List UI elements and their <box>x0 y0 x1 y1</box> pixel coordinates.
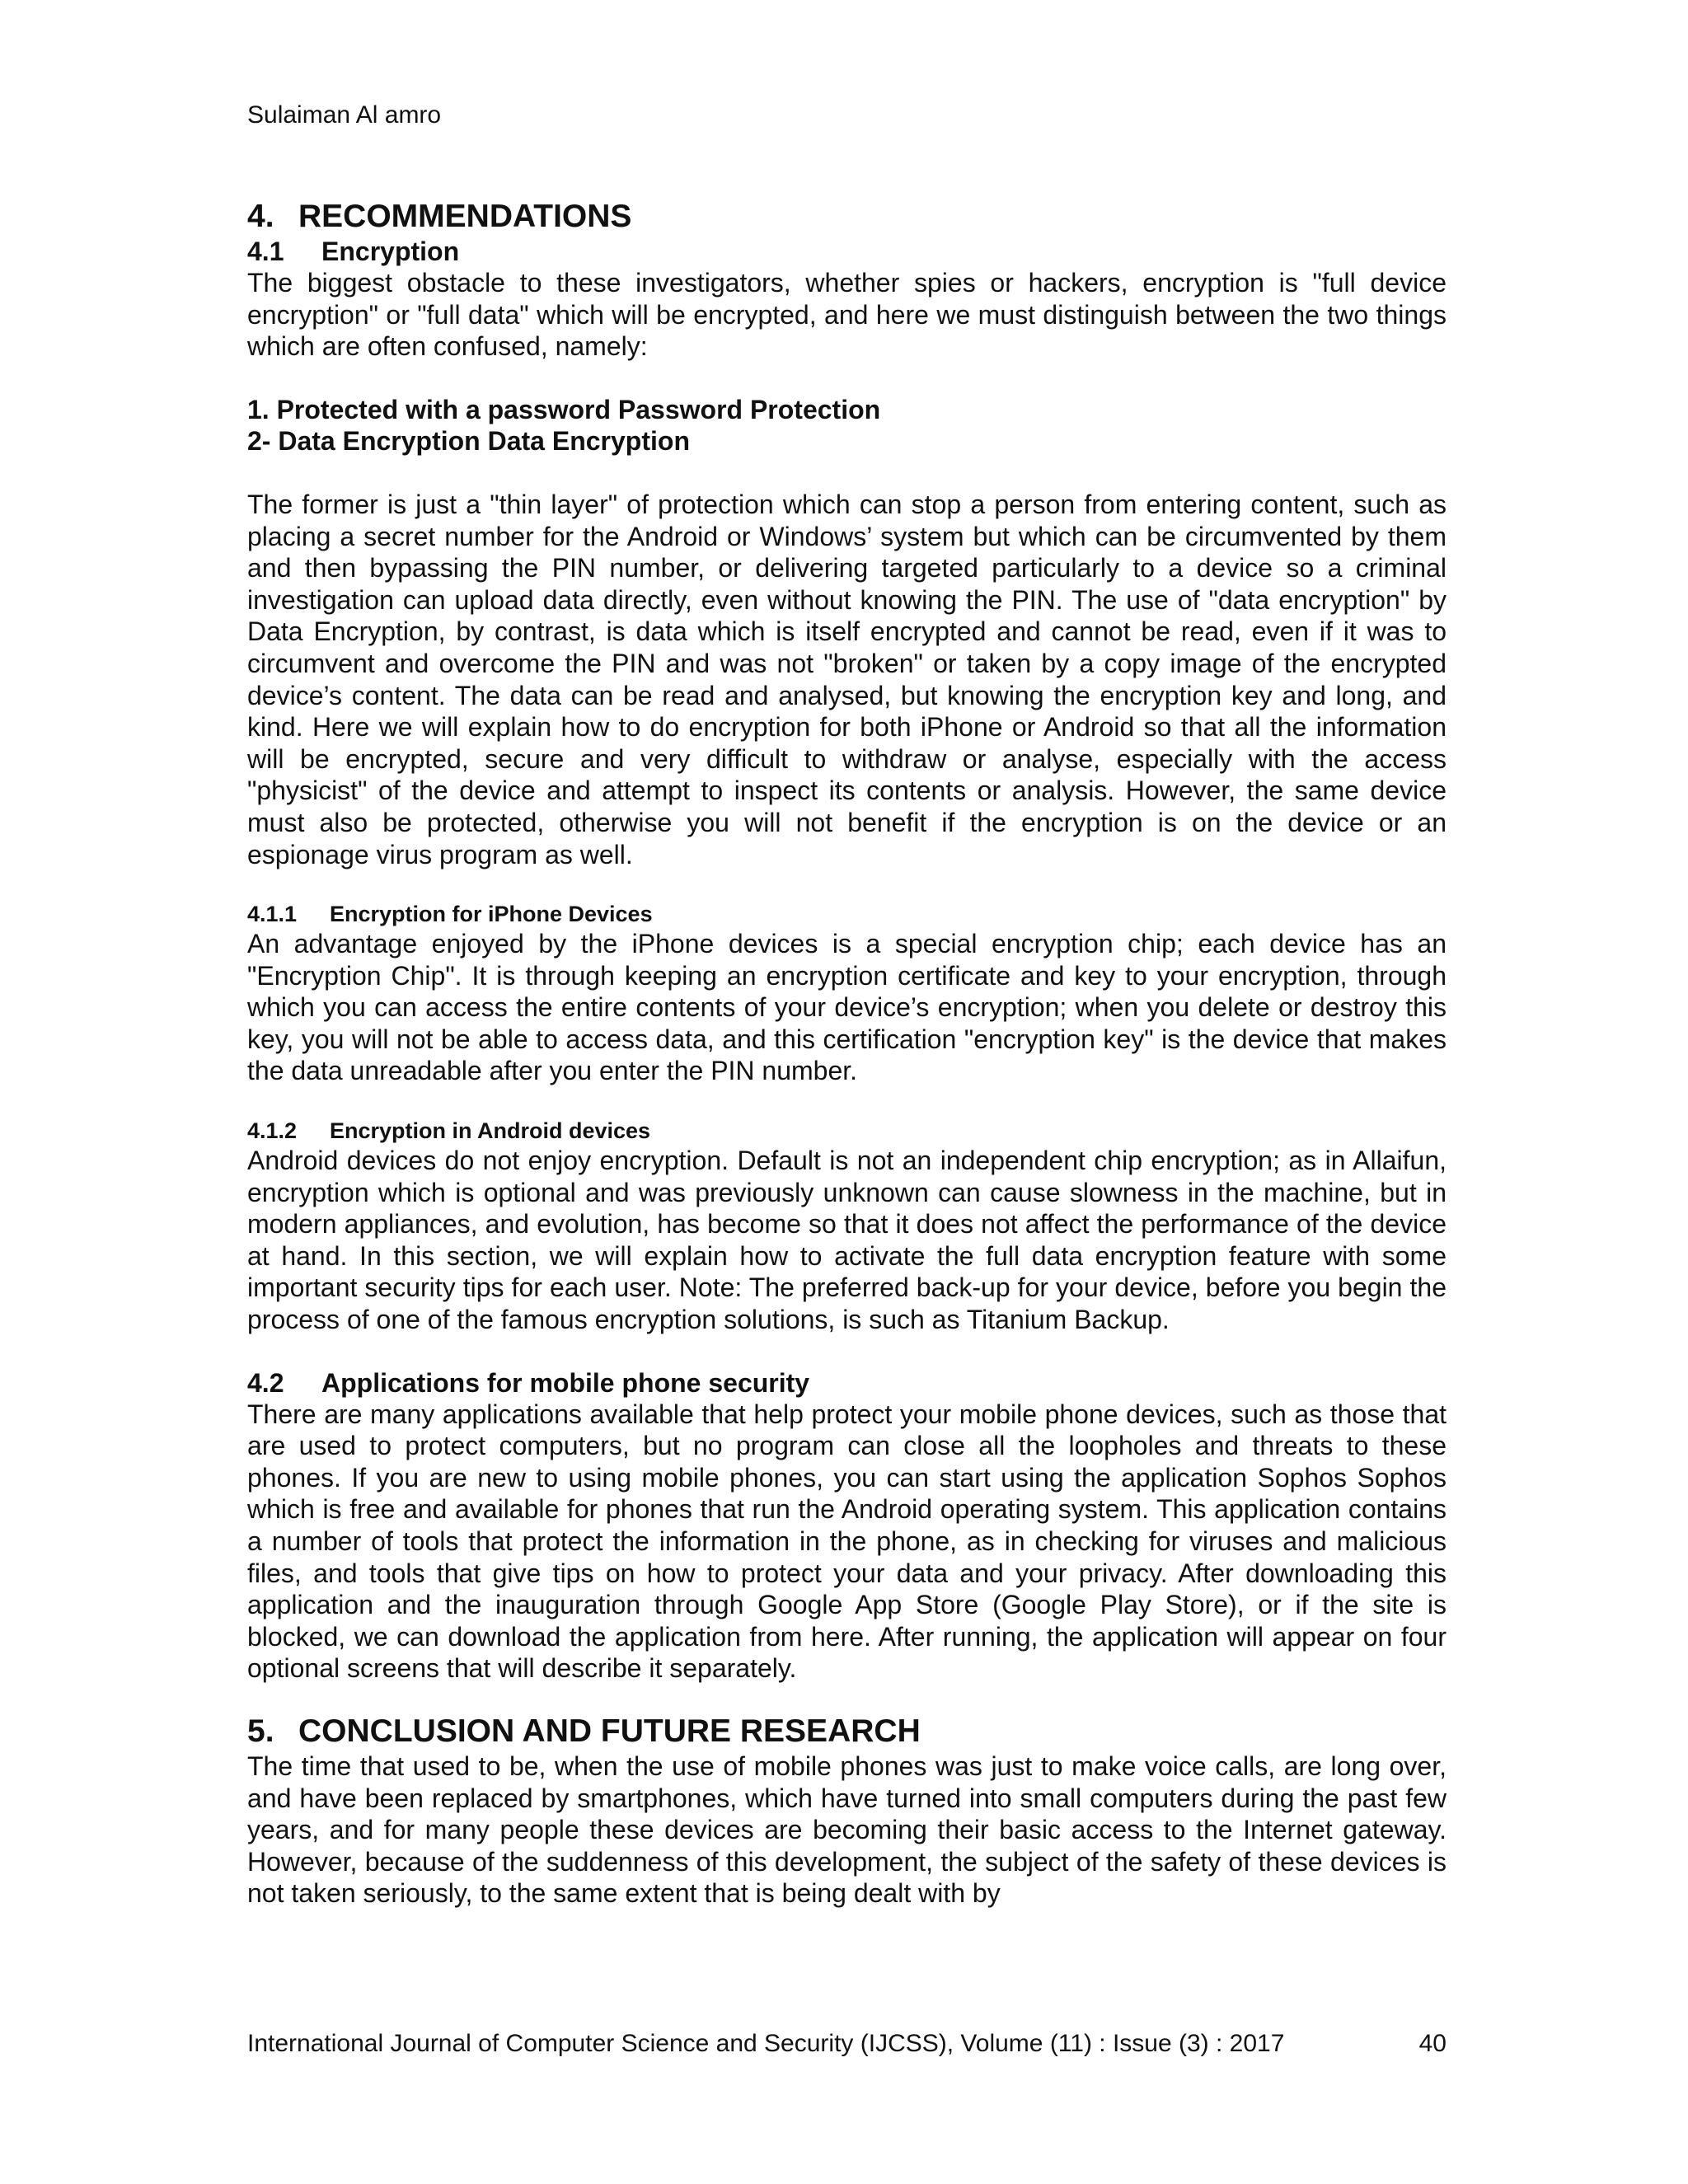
section-4-heading <box>247 198 1447 236</box>
section-5-number: 5. <box>247 1713 274 1749</box>
spacer <box>247 1087 1447 1117</box>
iphone-encryption-paragraph: An advantage enjoyed by the iPhone devices is a special encryption chip; each device has an "Encryption Chip". It is through keeping an encryption certificate and key to your encryption, through which you can access the entire contents of your device’s encryption; when you delete or destroy this key, you will not be able to access data, and this certification "encryption key" is the device that makes the data unreadable after you enter the PIN number. <box>247 929 1447 1086</box>
section-5-heading <box>247 1713 1447 1750</box>
spacer <box>247 870 1447 900</box>
list-item-password-protection: 1. Protected with a password Password Protection <box>247 394 881 424</box>
subsection-4-1-2-number: 4.1.2 <box>247 1118 298 1144</box>
android-encryption-paragraph: Android devices do not enjoy encryption. Default is not an independent chip encryption; as in Allaifun, encryption which is optional and was previously unknown can cause slowness in the machine, but in modern appliances, and evolution, has become so that it does not affect the performance of the device at hand. In this section, we will explain how to activate the full data encryption feature with some important security tips for each user. Note: The preferred back-up for your device, before you begin the process of one of the famous encryption solutions, is such as Titanium Backup. <box>247 1146 1447 1335</box>
journal-citation: International Journal of Computer Science and Security (IJCSS), Volume (11) : Issue (3) : 2017 <box>247 2030 1285 2057</box>
subsection-4-1-heading <box>247 236 1447 267</box>
page-number: 40 <box>1418 2030 1447 2057</box>
subsection-4-1-2-title: Encryption in Android devices <box>330 1118 651 1144</box>
paper-page <box>247 0 1447 2184</box>
encryption-intro-paragraph: The biggest obstacle to these investigators, whether spies or hackers, encryption is "full device encryption" or "full data" which will be encrypted, and here we must distinguish between the two things which are often confused, namely: <box>247 268 1447 362</box>
conclusion-paragraph: The time that used to be, when the use of mobile phones was just to make voice calls, are long over, and have been replaced by smartphones, which have turned into small computers during the past few years, and for many people these devices are becoming their basic access to the Internet gateway. However, because of the suddenness of this development, the subject of the safety of these devices is not taken seriously, to the same extent that is being dealt with by <box>247 1750 1447 1909</box>
subsection-4-2-number: 4.2 <box>247 1367 284 1398</box>
page-content <box>247 198 1447 1910</box>
spacer <box>247 363 1447 394</box>
subsection-4-1-2-heading <box>247 1117 1447 1145</box>
spacer <box>247 1336 1447 1367</box>
section-4-number: 4. <box>247 199 274 234</box>
subsection-4-2-heading <box>247 1367 1447 1399</box>
running-footer <box>247 2029 1447 2059</box>
section-4-title: RECOMMENDATIONS <box>298 199 632 234</box>
subsection-4-1-1-title: Encryption for iPhone Devices <box>330 902 653 927</box>
encryption-detail-paragraph: The former is just a "thin layer" of protection which can stop a person from entering content, such as placing a secret number for the Android or Windows’ system but which can be circumvented by them and then bypassing the PIN number, or delivering targeted particularly to a device so a criminal investigation can upload data directly, even without knowing the PIN. The use of "data encryption" by Data Encryption, by contrast, is data which is itself encrypted and cannot be read, even if it was to circumvent and overcome the PIN and was not "broken" or taken by a copy image of the encrypted device’s content. The data can be read and analysed, but knowing the encryption key and long, and kind. Here we will explain how to do encryption for both iPhone or Android so that all the information will be encrypted, secure and very difficult to withdraw or analyse, especially with the access "physicist" of the device and attempt to inspect its contents or analysis. However, the same device must also be protected, otherwise you will not benefit if the encryption is on the device or an espionage virus program as well. <box>247 489 1447 869</box>
spacer <box>247 457 1447 489</box>
section-5-title: CONCLUSION AND FUTURE RESEARCH <box>298 1713 921 1749</box>
list-item-data-encryption: 2- Data Encryption Data Encryption <box>247 426 690 457</box>
spacer <box>247 1685 1447 1713</box>
subsection-4-1-number: 4.1 <box>247 237 284 266</box>
subsection-4-1-1-number: 4.1.1 <box>247 902 298 927</box>
running-header-author: Sulaiman Al amro <box>247 101 442 129</box>
subsection-4-1-title: Encryption <box>321 237 460 266</box>
security-apps-paragraph: There are many applications available that help protect your mobile phone devices, such as those that are used to protect computers, but no program can close all the loopholes and threats to these phones. If you are new to using mobile phones, you can start using the application Sophos Sophos which is free and available for phones that run the Android operating system. This application contains a number of tools that protect the information in the phone, as in checking for viruses and malicious files, and tools that give tips on how to protect your data and your privacy. After downloading this application and the inauguration through Google App Store (Google Play Store), or if the site is blocked, we can download the application from here. After running, the application will appear on four optional screens that will describe it separately. <box>247 1399 1447 1684</box>
subsection-4-2-title: Applications for mobile phone security <box>321 1367 810 1398</box>
subsection-4-1-1-heading <box>247 900 1447 928</box>
